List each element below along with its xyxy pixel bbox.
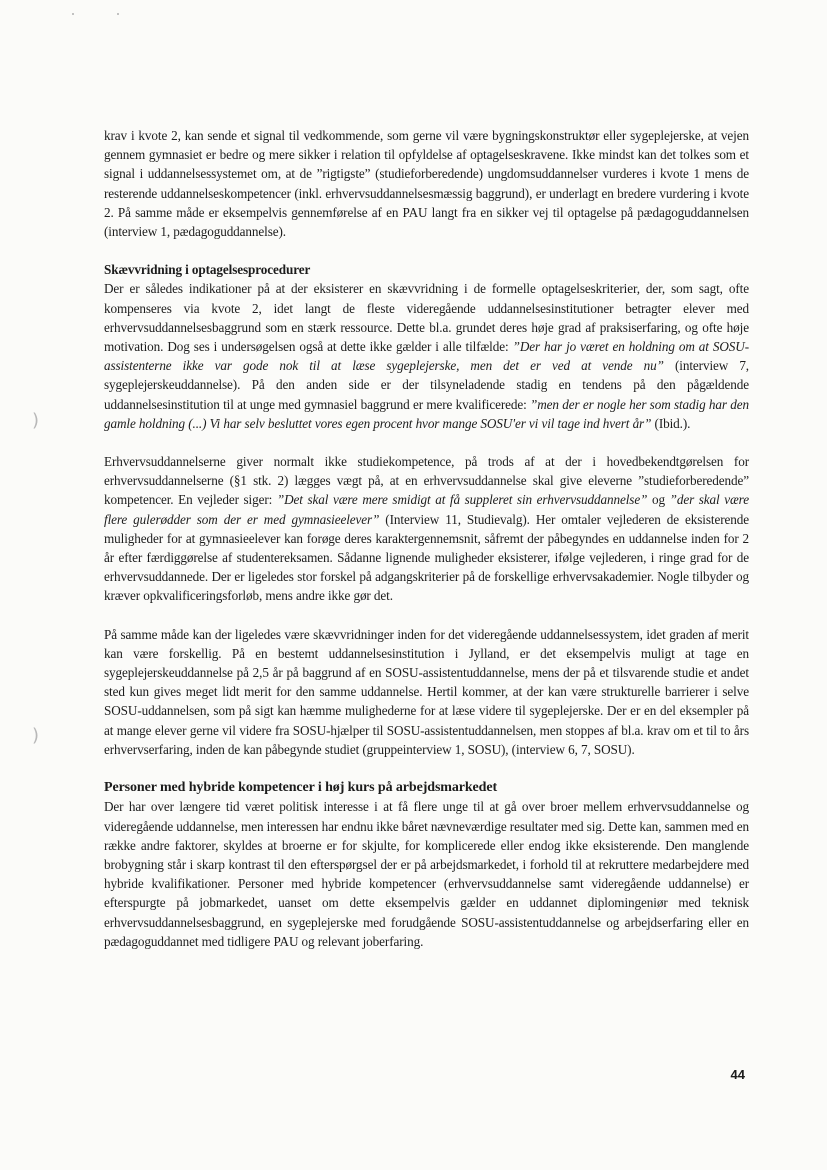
paragraph-skaevvridning: Der er således indikationer på at der eksisterer en skævvridning i de formelle optagelseskriterier, der, som sagt, ofte kompenseres via kvote 2, idet langt de fleste videregående uddannelsesinstitutioner betragter elever med erhvervsuddannelsesbaggrund som en stærk ressource. Dette bl.a. grundet deres høje grad af praksiserfaring, og ofte høje motivation. Dog ses i undersøgelsen også at dette ikke gælder i alle tilfælde: ”Der har jo været en holdning om at SOSU-assistenterne ikke var gode nok til at læse sygeplejerske, men det er ved at vende nu” (interview 7, sygeplejerskeuddannelse). På den anden side er der tilsyneladende stadig en tendens på den pågældende uddannelsesinstitution til at unge med gymnasiel baggrund er mere kvalificerede: ”men der er nogle her som stadig har den gamle holdning (...) Vi har selv besluttet vores egen procent hvor mange SOSU'er vi vil tage ind hvert år” (Ibid.). [104,281,750,431]
punch-hole-mark: ) [32,410,40,431]
quote: ”Der har jo været en holdning om at SOSU-assistenterne ikke var gode nok til at læse sygeplejerske, men det er ved at vende nu” [104,339,750,374]
quote: ”men der er nogle her som stadig har den gamle holdning (...) Vi har selv besluttet vores egen procent hvor mange SOSU'er vi vil tage ind hvert år” [104,396,749,431]
paragraph-hybride: Der har over længere tid været politisk interesse i at få flere unge til at gå over broer mellem erhvervsuddannelse og videregående uddannelse, men interessen har endnu ikke båret nævneværdige resultater med sig. Dette kan, sammen med en række andre faktorer, skyldes at broerne er for skjulte, for komplicerede eller endog ikke eksisterende. Den manglende brobygning står i skarp kontrast til den efterspørgsel der er på arbejdsmarkedet, i forhold til at rekruttere medarbejdere med hybride kvalifikationer. Personer med hybride kompetencer (erhvervsuddannelse samt videregående uddannelse) er efterspurgte på jobmarkedet, uanset om dette eksempelvis gælder en uddannet diplomingeniør med teknisk erhvervsuddannelsesbaggrund, en sygeplejerske med forudgående SOSU-assistentuddannelse og arbejdserfaring eller en pædagoguddannet med tidligere PAU og relevant joberfaring. [104,799,749,949]
quote: ”Det skal være mere smidigt at få suppleret sin erhvervsuddannelse” [276,492,648,508]
section-heading-skaevvridning: Skævvridning i optagelsesprocedurer [104,262,311,278]
paragraph-kvote: krav i kvote 2, kan sende et signal til vedkommende, som gerne vil være bygningskonstruktør eller sygeplejerske, at vejen gennem gymnasiet er bedre og mere sikker i relation til opfyldelse af optagelseskravene. Ikke mindst kan det tolkes som et signal i uddannelsessystemet om, at de ”rigtigste” (studieforberedende) ungdomsuddannelser vurderes i kvote 1 mens de resterende uddannelseskompetencer (inkl. erhvervsuddannelsesmæssig baggrund), er underlagt en bredere vurdering i kvote 2. På samme måde er eksempelvis gennemførelse af en PAU langt fra en sikker vej til optagelse på pædagoguddannelsen (interview 1, pædagoguddannelse). [104,128,749,240]
page-number: 44 [730,1067,745,1082]
paragraph-merit: På samme måde kan der ligeledes være skævvridninger inden for det videregående uddannelsessystem, idet graden af merit kan være forskellig. På en bestemt uddannelsesinstitution i Jylland, er det eksempelvis muligt at tage en sygeplejerskeuddannelse på 2,5 år på baggrund af en SOSU-assistentuddannelse, mens der på et tilsvarende studie et andet sted kun gives meget lidt merit for den samme uddannelse. Hertil kommer, at der kan være strukturelle barrierer i selve SOSU-uddannelsen, som på sigt kan hæmme mulighederne for at læse videre til sygeplejerske. Der er en del eksempler på at mange elever gerne vil videre fra SOSU-hjælper til SOSU-assistentuddannelsen, men stoppes af bl.a. krav om et til to års erhvervserfaring, inden de kan påbegynde studiet (gruppeinterview 1, SOSU), (interview 6, 7, SOSU). [104,626,749,757]
quote: ”der skal være flere gulerødder som der er med gymnasieelever” [104,492,749,527]
document-body [104,126,749,970]
scan-speck [72,13,74,15]
paragraph-studiekompetence: Erhvervsuddannelserne giver normalt ikke studiekompetence, på trods af at der i hovedbekendtgørelsen for erhvervsuddannelserne (§1 stk. 2) lægges vægt på, at en erhvervsuddannelse skal give eleverne ”studieforberedende” kompetencer. En vejleder siger: ”Det skal være mere smidigt at få suppleret sin erhvervsuddannelse” og ”der skal være flere gulerødder som der er med gymnasieelever” (Interview 11, Studievalg). Her omtaler vejlederen de eksisterende muligheder for at gymnasieelever kan forøge deres karaktergennemsnit, såfremt der påbegyndes en uddannelse inden for 2 år efter færdiggørelse af studentereksamen. Sådanne lignende muligheder eksisterer, ifølge vejlederen, i ringe grad for de erhvervsuddannede. Der er ligeledes stor forskel på adgangskriterier på de forskellige erhvervsakademier. Nogle tilbyder og kræver opkvalificeringsforløb, mens andre ikke gør det. [104,454,749,604]
section-heading-hybride: Personer med hybride kompetencer i høj kurs på arbejdsmarkedet [104,780,498,796]
punch-hole-mark: ) [32,725,40,746]
scan-speck [117,13,119,15]
